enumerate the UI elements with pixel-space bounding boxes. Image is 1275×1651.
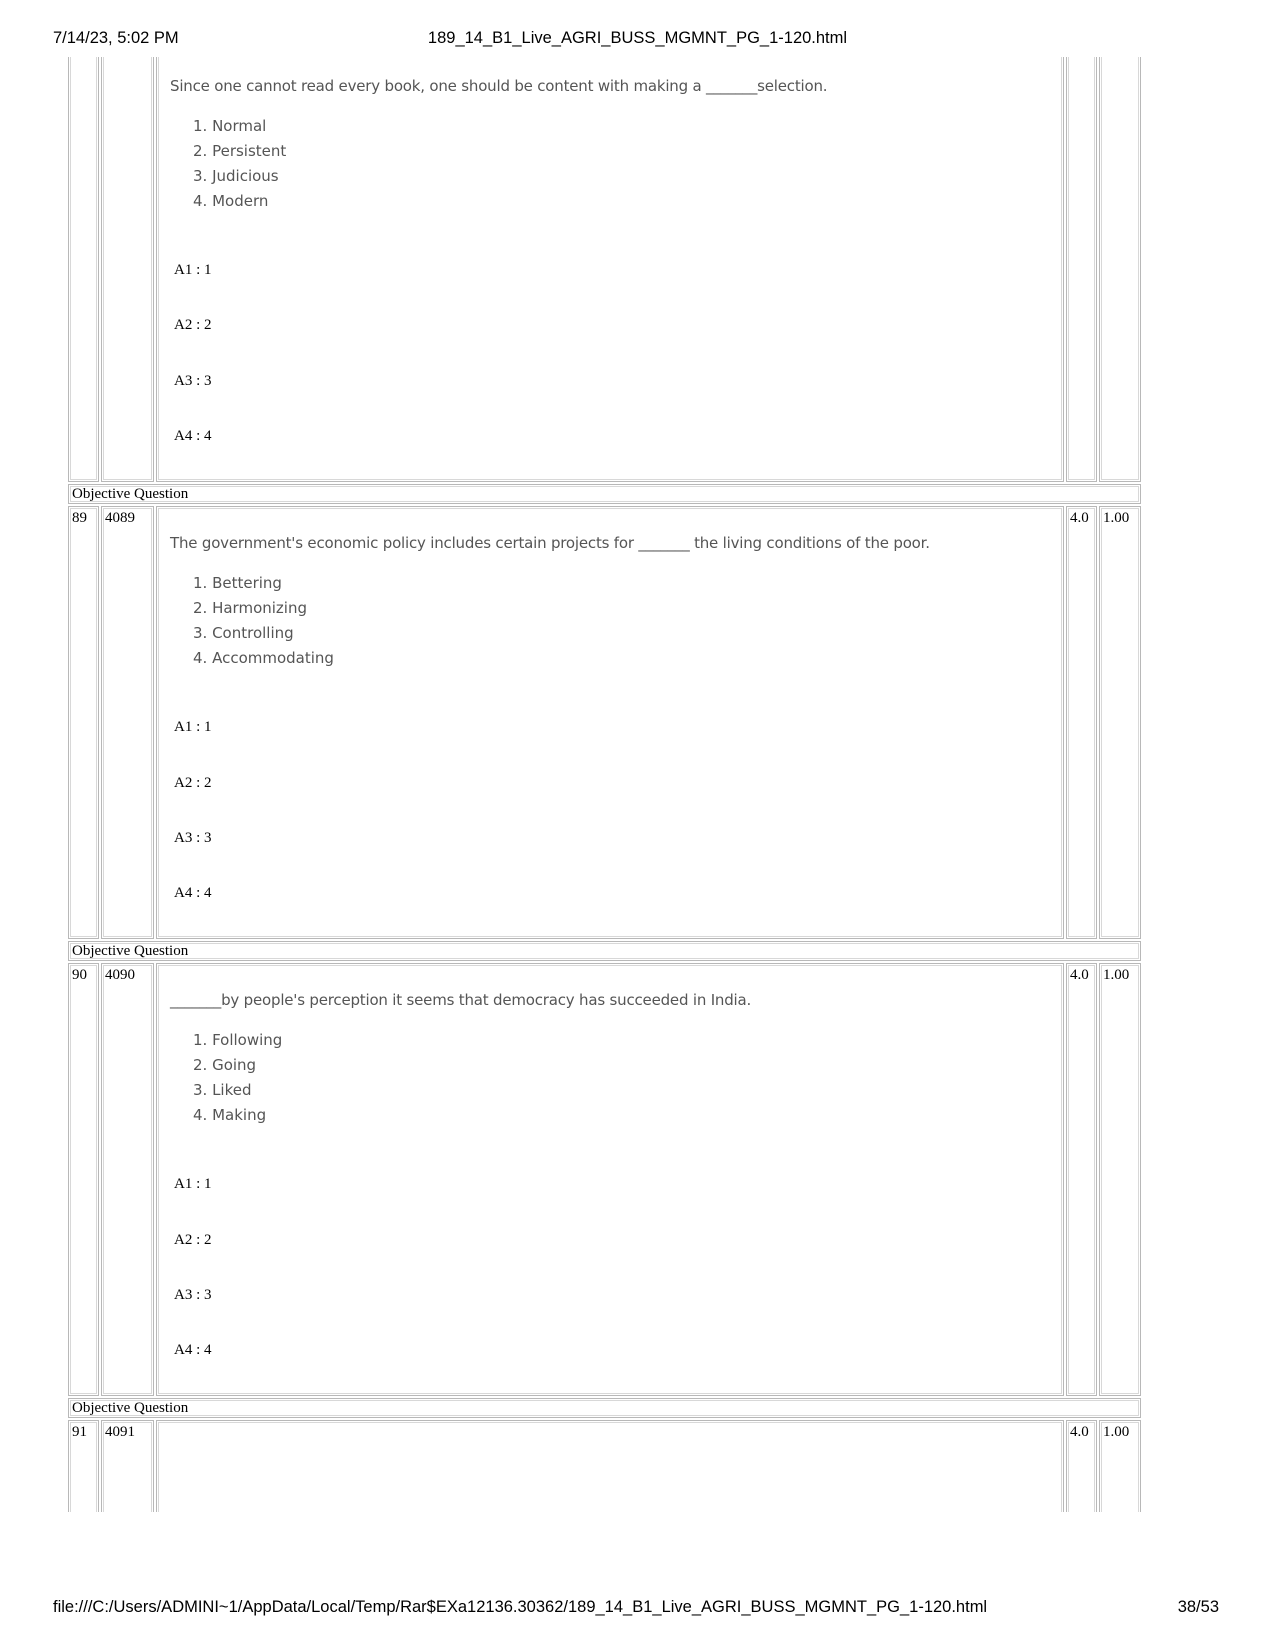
- option-item: 4. Modern: [193, 192, 269, 210]
- question-number: 91: [72, 1424, 87, 1440]
- option-list: [193, 114, 286, 214]
- q90-body-cell: [156, 963, 1064, 1396]
- question-type-row: [68, 484, 1141, 504]
- print-page-number: 38/53: [1177, 1598, 1219, 1616]
- q91-num-cell: [68, 1420, 99, 1512]
- print-datetime: 7/14/23, 5:02 PM: [53, 29, 179, 47]
- question-number: 90: [72, 967, 87, 983]
- q91-body-cell: [156, 1420, 1064, 1512]
- negative-marks-value: 1.00: [1103, 510, 1130, 526]
- question-type-label: Objective Question: [72, 1400, 189, 1416]
- question-id: 4091: [105, 1424, 135, 1440]
- q88-marks-cell: [1066, 57, 1097, 482]
- answer-key: A3 : 3: [174, 1287, 212, 1303]
- answer-key: A1 : 1: [174, 1176, 212, 1192]
- option-item: 2. Persistent: [193, 142, 287, 160]
- option-list: [193, 571, 334, 671]
- q89-marks-cell: [1066, 506, 1097, 939]
- answer-key: A1 : 1: [174, 719, 212, 735]
- option-item: 2. Harmonizing: [193, 599, 307, 617]
- q88-id-cell: [101, 57, 154, 482]
- option-item: 2. Going: [193, 1056, 257, 1074]
- option-item: 1. Bettering: [193, 574, 282, 592]
- question-text: Since one cannot read every book, one should be content with making a _______selection.: [170, 77, 828, 95]
- q88-num-cell: [68, 57, 99, 482]
- option-item: 4. Accommodating: [193, 649, 334, 667]
- negative-marks-value: 1.00: [1103, 967, 1130, 983]
- option-item: 3. Judicious: [193, 167, 279, 185]
- q90-num-cell: [68, 963, 99, 1396]
- marks-value: 4.0: [1070, 510, 1089, 526]
- marks-value: 4.0: [1070, 1424, 1089, 1440]
- answer-key: A4 : 4: [174, 428, 212, 444]
- question-type-label: Objective Question: [72, 486, 189, 502]
- answer-key: A1 : 1: [174, 262, 212, 278]
- answer-key: A2 : 2: [174, 317, 212, 333]
- option-item: 1. Normal: [193, 117, 267, 135]
- question-text: _______by people's perception it seems that democracy has succeeded in India.: [170, 991, 752, 1009]
- option-item: 3. Controlling: [193, 624, 294, 642]
- q90-negative-cell: [1099, 963, 1141, 1396]
- answer-key: A2 : 2: [174, 1232, 212, 1248]
- option-list: [193, 1028, 282, 1128]
- q91-marks-cell: [1066, 1420, 1097, 1512]
- q89-id-cell: [101, 506, 154, 939]
- answer-key: A2 : 2: [174, 775, 212, 791]
- q91-id-cell: [101, 1420, 154, 1512]
- q89-negative-cell: [1099, 506, 1141, 939]
- question-type-label: Objective Question: [72, 943, 189, 959]
- option-item: 4. Making: [193, 1106, 267, 1124]
- question-number: 89: [72, 510, 87, 526]
- q90-id-cell: [101, 963, 154, 1396]
- negative-marks-value: 1.00: [1103, 1424, 1130, 1440]
- option-item: 3. Liked: [193, 1081, 252, 1099]
- answer-key: A3 : 3: [174, 373, 212, 389]
- q88-body-cell: [156, 57, 1064, 482]
- marks-value: 4.0: [1070, 967, 1089, 983]
- question-type-row: [68, 1398, 1141, 1418]
- print-filename: 189_14_B1_Live_AGRI_BUSS_MGMNT_PG_1-120.html: [427, 29, 848, 47]
- question-id: 4089: [105, 510, 135, 526]
- q89-num-cell: [68, 506, 99, 939]
- question-id: 4090: [105, 967, 135, 983]
- answer-key: A4 : 4: [174, 885, 212, 901]
- question-type-row: [68, 941, 1141, 961]
- print-file-path: file:///C:/Users/ADMINI~1/AppData/Local/Temp/Rar$EXa12136.30362/189_14_B1_Live_AGRI_BUSS_MGMNT_PG_1-120.html: [53, 1598, 988, 1616]
- answer-key: A4 : 4: [174, 1342, 212, 1358]
- option-item: 1. Following: [193, 1031, 283, 1049]
- question-text: The government's economic policy includes certain projects for _______ the living conditions of the poor.: [170, 534, 930, 552]
- q91-negative-cell: [1099, 1420, 1141, 1512]
- q90-marks-cell: [1066, 963, 1097, 1396]
- answer-key: A3 : 3: [174, 830, 212, 846]
- q88-negative-cell: [1099, 57, 1141, 482]
